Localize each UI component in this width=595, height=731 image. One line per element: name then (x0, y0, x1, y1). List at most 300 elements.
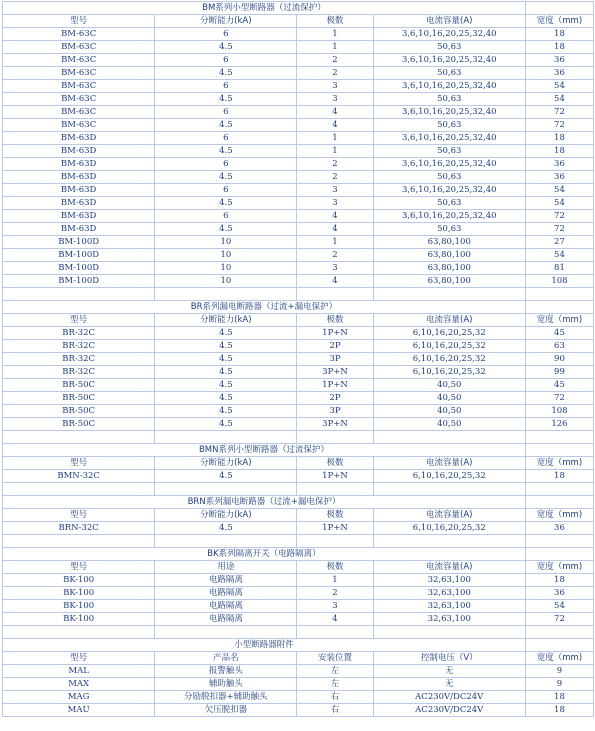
table-cell: 4.5 (155, 171, 297, 184)
section-title: BM系列小型断路器（过流保护） (3, 2, 526, 15)
table-row (3, 470, 594, 483)
blank-cell (525, 431, 593, 444)
table-row (3, 327, 594, 340)
table-cell: 36 (525, 54, 593, 67)
table-row (3, 210, 594, 223)
table-cell: 63,80,100 (373, 249, 525, 262)
column-header: 宽度（mm) (525, 652, 593, 665)
table-cell: 3,6,10,16,20,25,32,40 (373, 80, 525, 93)
table-row (3, 665, 594, 678)
column-header: 型号 (3, 457, 155, 470)
column-header-row (3, 314, 594, 327)
table-cell: 2 (297, 158, 373, 171)
table-cell: 6,10,16,20,25,32 (373, 340, 525, 353)
column-header: 用途 (155, 561, 297, 574)
table-cell: 10 (155, 249, 297, 262)
table-cell: BM-63C (3, 93, 155, 106)
table-row (3, 522, 594, 535)
column-header: 分断能力(kA) (155, 15, 297, 28)
table-cell: 2P (297, 340, 373, 353)
table-cell: 72 (525, 119, 593, 132)
table-cell: BM-100D (3, 262, 155, 275)
column-header: 电流容量(A) (373, 509, 525, 522)
table-cell: 6 (155, 106, 297, 119)
table-row (3, 80, 594, 93)
table-cell: 3,6,10,16,20,25,32,40 (373, 184, 525, 197)
table-row (3, 613, 594, 626)
table-cell: 3,6,10,16,20,25,32,40 (373, 54, 525, 67)
table-cell: 45 (525, 379, 593, 392)
column-header: 极数 (297, 561, 373, 574)
table-cell: BR-32C (3, 366, 155, 379)
table-cell: 1 (297, 41, 373, 54)
table-cell: 6 (155, 184, 297, 197)
table-cell: BK-100 (3, 574, 155, 587)
table-cell: AC230V/DC24V (373, 691, 525, 704)
table-cell: MAL (3, 665, 155, 678)
table-cell: 4.5 (155, 470, 297, 483)
column-header: 宽度（mm) (525, 15, 593, 28)
table-cell: 40,50 (373, 392, 525, 405)
table-row (3, 171, 594, 184)
table-cell: 4.5 (155, 223, 297, 236)
table-cell: 4 (297, 223, 373, 236)
table-row (3, 119, 594, 132)
table-cell: 2P (297, 392, 373, 405)
table-row (3, 54, 594, 67)
section-title-row (3, 639, 594, 652)
table-cell: 左 (297, 665, 373, 678)
table-cell: 1P+N (297, 379, 373, 392)
table-cell: 4 (297, 613, 373, 626)
section-title-row (3, 444, 594, 457)
table-cell: 50,63 (373, 197, 525, 210)
table-cell: 1 (297, 236, 373, 249)
table-cell: 3,6,10,16,20,25,32,40 (373, 132, 525, 145)
table-cell: 6,10,16,20,25,32 (373, 366, 525, 379)
table-cell: 36 (525, 522, 593, 535)
blank-cell (155, 431, 297, 444)
table-cell: 10 (155, 262, 297, 275)
table-cell: 1P+N (297, 470, 373, 483)
table-cell: 50,63 (373, 67, 525, 80)
table-cell: 2 (297, 249, 373, 262)
table-cell: 1 (297, 574, 373, 587)
table-cell: 4.5 (155, 93, 297, 106)
table-cell: 3P (297, 353, 373, 366)
table-cell: 40,50 (373, 379, 525, 392)
table-cell: 4.5 (155, 418, 297, 431)
table-row (3, 704, 594, 717)
table-cell: 4.5 (155, 405, 297, 418)
table-cell: 4 (297, 275, 373, 288)
table-row (3, 106, 594, 119)
table-cell: 电路隔离 (155, 613, 297, 626)
table-cell: 54 (525, 600, 593, 613)
table-cell: 电路隔离 (155, 587, 297, 600)
blank-cell (525, 483, 593, 496)
table-cell: 4.5 (155, 327, 297, 340)
table-cell: 63,80,100 (373, 275, 525, 288)
table-cell: 50,63 (373, 41, 525, 54)
table-cell: 9 (525, 665, 593, 678)
section-title-row (3, 2, 594, 15)
blank-cell (373, 626, 525, 639)
table-cell: 32,63,100 (373, 574, 525, 587)
table-cell: 4.5 (155, 392, 297, 405)
blank-cell (297, 483, 373, 496)
table-cell: BR-32C (3, 353, 155, 366)
table-cell: BR-50C (3, 418, 155, 431)
blank-cell (3, 288, 155, 301)
table-cell: 6 (155, 158, 297, 171)
table-cell: BR-50C (3, 405, 155, 418)
blank-cell (3, 431, 155, 444)
table-cell: BR-50C (3, 379, 155, 392)
separator-row (3, 535, 594, 548)
blank-cell (297, 288, 373, 301)
table-cell: 40,50 (373, 405, 525, 418)
table-cell: BM-63C (3, 41, 155, 54)
table-cell: 32,63,100 (373, 613, 525, 626)
table-cell: BK-100 (3, 613, 155, 626)
table-cell: 分励脱扣器+辅助触头 (155, 691, 297, 704)
table-cell: 54 (525, 93, 593, 106)
table-cell: BMN-32C (3, 470, 155, 483)
table-cell: 4.5 (155, 145, 297, 158)
table-cell: 3 (297, 197, 373, 210)
separator-row (3, 288, 594, 301)
table-cell: BM-63C (3, 67, 155, 80)
table-row (3, 67, 594, 80)
blank-cell (297, 535, 373, 548)
table-cell: 45 (525, 327, 593, 340)
column-header: 极数 (297, 509, 373, 522)
table-row (3, 574, 594, 587)
table-cell: 2 (297, 67, 373, 80)
table-cell: 1 (297, 132, 373, 145)
column-header: 分断能力(kA) (155, 457, 297, 470)
table-cell: 欠压脱扣器 (155, 704, 297, 717)
table-cell: BM-63D (3, 145, 155, 158)
column-header: 宽度（mm) (525, 314, 593, 327)
section-title-row (3, 301, 594, 314)
table-row (3, 587, 594, 600)
table-row (3, 275, 594, 288)
table-cell: 27 (525, 236, 593, 249)
table-row (3, 262, 594, 275)
blank-cell (3, 483, 155, 496)
table-row (3, 145, 594, 158)
table-cell: 1P+N (297, 522, 373, 535)
table-cell: BRN-32C (3, 522, 155, 535)
table-row (3, 366, 594, 379)
blank-cell (3, 626, 155, 639)
table-row (3, 236, 594, 249)
blank-cell (525, 288, 593, 301)
table-row (3, 600, 594, 613)
table-cell: 6,10,16,20,25,32 (373, 470, 525, 483)
table-cell: BM-63C (3, 28, 155, 41)
column-header: 型号 (3, 652, 155, 665)
table-cell: 3P+N (297, 418, 373, 431)
table-cell: 6,10,16,20,25,32 (373, 353, 525, 366)
table-row (3, 184, 594, 197)
table-cell: 50,63 (373, 171, 525, 184)
table-cell: 2 (297, 587, 373, 600)
table-cell: 1 (297, 145, 373, 158)
table-cell: 6 (155, 80, 297, 93)
table-cell: 18 (525, 28, 593, 41)
table-cell: 无 (373, 665, 525, 678)
column-header: 控制电压（V） (373, 652, 525, 665)
table-cell: BM-63D (3, 184, 155, 197)
table-cell: 63,80,100 (373, 236, 525, 249)
table-cell: BM-63C (3, 106, 155, 119)
column-header: 极数 (297, 314, 373, 327)
column-header: 分断能力(kA) (155, 314, 297, 327)
section-title: 小型断路器附件 (3, 639, 526, 652)
column-header-row (3, 15, 594, 28)
table-cell: BM-63C (3, 80, 155, 93)
table-cell: 4.5 (155, 522, 297, 535)
table-cell: 4 (297, 106, 373, 119)
column-header: 电流容量(A) (373, 15, 525, 28)
column-header: 产品名 (155, 652, 297, 665)
spec-table (2, 1, 594, 717)
table-cell: 72 (525, 106, 593, 119)
blank-cell (297, 626, 373, 639)
table-cell: 电路隔离 (155, 600, 297, 613)
blank-cell (373, 535, 525, 548)
table-cell: 18 (525, 704, 593, 717)
column-header: 型号 (3, 15, 155, 28)
table-cell: 右 (297, 691, 373, 704)
table-cell: 3P (297, 405, 373, 418)
title-row-blank-cell (525, 301, 593, 314)
column-header-row (3, 561, 594, 574)
table-cell: 50,63 (373, 145, 525, 158)
table-cell: 18 (525, 574, 593, 587)
blank-cell (155, 626, 297, 639)
table-cell: 40,50 (373, 418, 525, 431)
table-cell: 左 (297, 678, 373, 691)
table-cell: 3 (297, 600, 373, 613)
table-cell: 电路隔离 (155, 574, 297, 587)
column-header: 电流容量(A) (373, 457, 525, 470)
table-cell: 4.5 (155, 353, 297, 366)
column-header: 型号 (3, 314, 155, 327)
table-row (3, 678, 594, 691)
table-cell: 4.5 (155, 366, 297, 379)
table-cell: 4.5 (155, 67, 297, 80)
table-cell: 72 (525, 613, 593, 626)
table-cell: MAU (3, 704, 155, 717)
blank-cell (155, 483, 297, 496)
table-cell: BM-63C (3, 119, 155, 132)
table-cell: BM-63D (3, 132, 155, 145)
table-cell: 辅助触头 (155, 678, 297, 691)
table-row (3, 197, 594, 210)
separator-row (3, 626, 594, 639)
title-row-blank-cell (525, 496, 593, 509)
table-cell: 50,63 (373, 223, 525, 236)
column-header: 型号 (3, 561, 155, 574)
section-title: BK系列隔离开关（电路隔离） (3, 548, 526, 561)
table-cell: 无 (373, 678, 525, 691)
table-row (3, 418, 594, 431)
table-cell: 3 (297, 262, 373, 275)
blank-cell (373, 288, 525, 301)
table-cell: 81 (525, 262, 593, 275)
table-cell: 3 (297, 80, 373, 93)
table-cell: 3,6,10,16,20,25,32,40 (373, 106, 525, 119)
table-cell: 108 (525, 275, 593, 288)
table-cell: BM-100D (3, 275, 155, 288)
blank-cell (525, 535, 593, 548)
section-title-row (3, 496, 594, 509)
table-row (3, 132, 594, 145)
table-cell: MAG (3, 691, 155, 704)
table-cell: 10 (155, 236, 297, 249)
table-cell: 1P+N (297, 327, 373, 340)
table-cell: 6 (155, 132, 297, 145)
table-cell: 72 (525, 392, 593, 405)
table-cell: 3 (297, 93, 373, 106)
table-cell: BM-63D (3, 158, 155, 171)
table-cell: BM-63D (3, 223, 155, 236)
table-cell: 10 (155, 275, 297, 288)
table-cell: 4.5 (155, 119, 297, 132)
table-row (3, 93, 594, 106)
table-cell: BR-32C (3, 327, 155, 340)
separator-row (3, 431, 594, 444)
table-row (3, 691, 594, 704)
table-cell: BM-63D (3, 197, 155, 210)
table-cell: 90 (525, 353, 593, 366)
table-row (3, 158, 594, 171)
column-header: 电流容量(A) (373, 561, 525, 574)
table-cell: AC230V/DC24V (373, 704, 525, 717)
section-title: BMN系列小型断路器（过流保护） (3, 444, 526, 457)
table-cell: 4.5 (155, 197, 297, 210)
table-cell: 3,6,10,16,20,25,32,40 (373, 210, 525, 223)
table-cell: 4.5 (155, 41, 297, 54)
table-cell: 36 (525, 171, 593, 184)
table-cell: BM-63D (3, 210, 155, 223)
table-cell: 63,80,100 (373, 262, 525, 275)
table-cell: 18 (525, 691, 593, 704)
table-cell: 32,63,100 (373, 600, 525, 613)
title-row-blank-cell (525, 2, 593, 15)
table-cell: 108 (525, 405, 593, 418)
table-cell: 右 (297, 704, 373, 717)
blank-cell (155, 288, 297, 301)
section-title: BR系列漏电断路器（过流+漏电保护） (3, 301, 526, 314)
table-cell: 126 (525, 418, 593, 431)
table-cell: 6 (155, 54, 297, 67)
table-cell: 18 (525, 470, 593, 483)
table-cell: 6,10,16,20,25,32 (373, 522, 525, 535)
table-cell: 3,6,10,16,20,25,32,40 (373, 28, 525, 41)
table-cell: 报警触头 (155, 665, 297, 678)
blank-cell (373, 431, 525, 444)
table-cell: BM-100D (3, 236, 155, 249)
column-header: 安装位置 (297, 652, 373, 665)
blank-cell (155, 535, 297, 548)
table-row (3, 392, 594, 405)
column-header: 宽度（mm) (525, 457, 593, 470)
table-cell: 4.5 (155, 340, 297, 353)
separator-row (3, 483, 594, 496)
column-header-row (3, 457, 594, 470)
table-cell: 3,6,10,16,20,25,32,40 (373, 158, 525, 171)
table-row (3, 223, 594, 236)
table-row (3, 353, 594, 366)
table-cell: 36 (525, 158, 593, 171)
table-cell: 36 (525, 587, 593, 600)
section-title-row (3, 548, 594, 561)
table-cell: BK-100 (3, 587, 155, 600)
table-row (3, 340, 594, 353)
table-cell: 2 (297, 171, 373, 184)
column-header: 电流容量(A) (373, 314, 525, 327)
table-cell: 54 (525, 184, 593, 197)
table-cell: 18 (525, 145, 593, 158)
table-cell: MAX (3, 678, 155, 691)
table-row (3, 28, 594, 41)
table-row (3, 41, 594, 54)
title-row-blank-cell (525, 444, 593, 457)
blank-cell (297, 431, 373, 444)
table-cell: 4 (297, 119, 373, 132)
table-cell: 4 (297, 210, 373, 223)
table-cell: BR-50C (3, 392, 155, 405)
table-cell: 18 (525, 41, 593, 54)
table-cell: 1 (297, 28, 373, 41)
table-cell: BM-63D (3, 171, 155, 184)
table-cell: 50,63 (373, 93, 525, 106)
table-row (3, 379, 594, 392)
table-cell: 54 (525, 80, 593, 93)
table-cell: 6,10,16,20,25,32 (373, 327, 525, 340)
table-row (3, 405, 594, 418)
table-cell: 50,63 (373, 119, 525, 132)
title-row-blank-cell (525, 639, 593, 652)
table-cell: 54 (525, 249, 593, 262)
table-cell: BM-63C (3, 54, 155, 67)
table-cell: 3P+N (297, 366, 373, 379)
table-cell: 36 (525, 67, 593, 80)
column-header: 宽度（mm) (525, 509, 593, 522)
column-header: 型号 (3, 509, 155, 522)
blank-cell (3, 535, 155, 548)
table-cell: 9 (525, 678, 593, 691)
table-cell: 4.5 (155, 379, 297, 392)
table-cell: BM-100D (3, 249, 155, 262)
column-header: 极数 (297, 457, 373, 470)
table-cell: 63 (525, 340, 593, 353)
blank-cell (525, 626, 593, 639)
column-header-row (3, 652, 594, 665)
column-header: 分断能力(kA) (155, 509, 297, 522)
table-cell: 99 (525, 366, 593, 379)
table-cell: 72 (525, 210, 593, 223)
column-header-row (3, 509, 594, 522)
title-row-blank-cell (525, 548, 593, 561)
table-cell: 2 (297, 54, 373, 67)
table-row (3, 249, 594, 262)
